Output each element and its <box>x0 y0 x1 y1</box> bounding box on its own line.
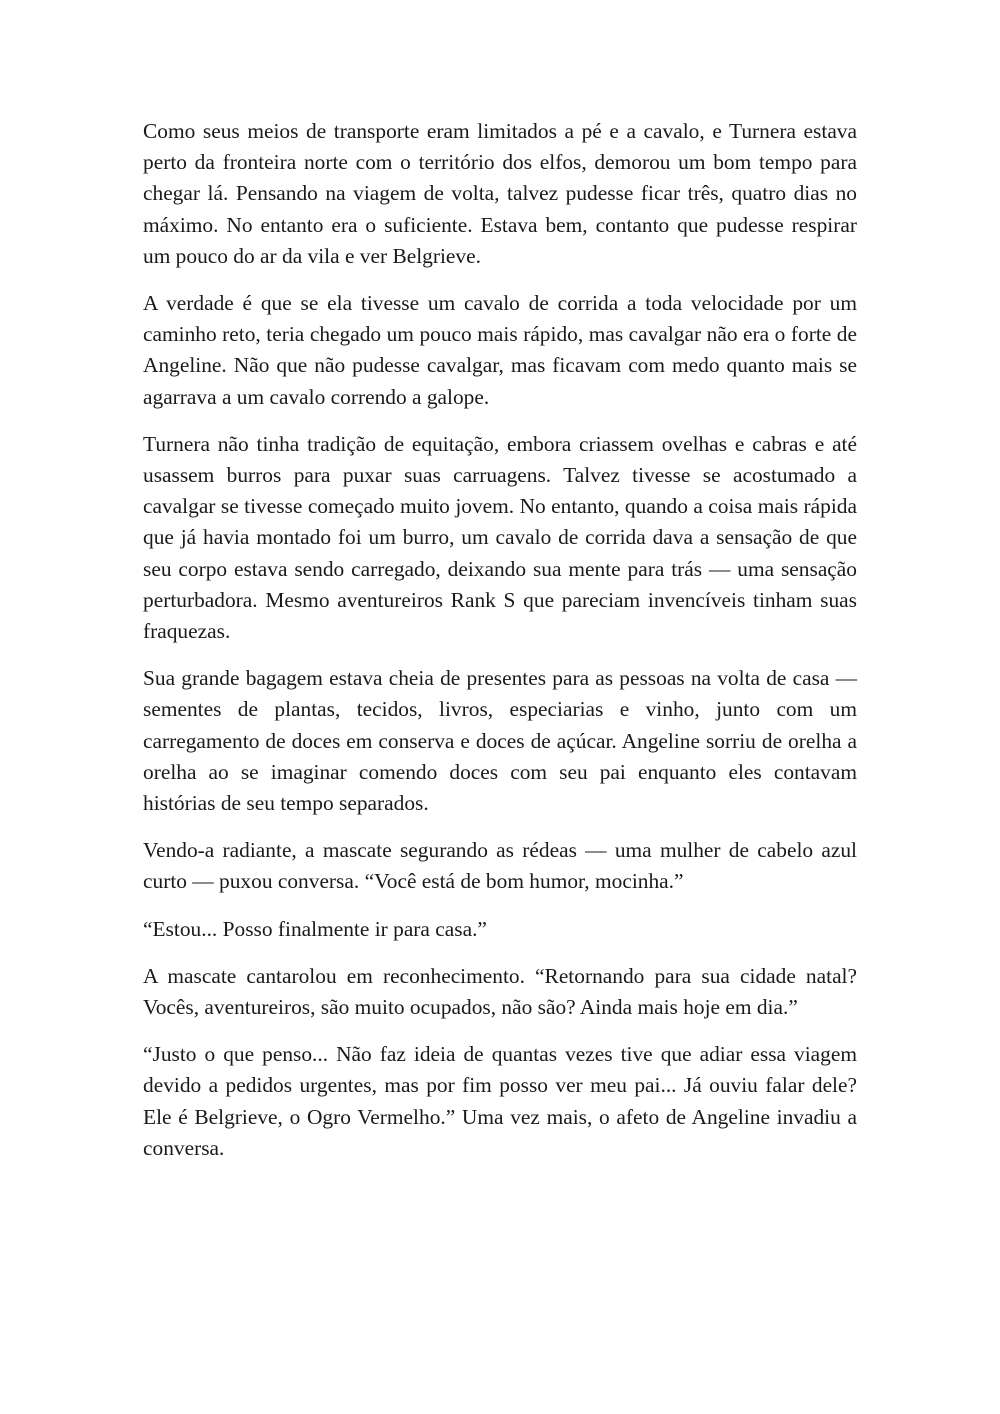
body-text <box>143 116 857 1180</box>
paragraph-7: A mascate cantarolou em reconhecimento. “Retornando para sua cidade natal? Vocês, aventureiros, são muito ocupados, não são? Ainda mais hoje em dia.” <box>143 963 857 1020</box>
paragraph-4: Sua grande bagagem estava cheia de presentes para as pessoas na volta de casa — sementes de plantas, tecidos, livros, especiarias e vinho, junto com um carregamento de doces em conserva e doces de açúcar. Angeline sorriu de orelha a orelha ao se imaginar comendo doces com seu pai enquanto eles contavam histórias de seu tempo separados. <box>143 666 857 816</box>
paragraph-5: Vendo-a radiante, a mascate segurando as rédeas — uma mulher de cabelo azul curto — puxou conversa. “Você está de bom humor, mocinha.” <box>143 838 857 894</box>
paragraph-3: Turnera não tinha tradição de equitação, embora criassem ovelhas e cabras e até usassem burros para puxar suas carruagens. Talvez tivesse se acostumado a cavalgar se tivesse começado muito jovem. No entanto, quando a coisa mais rápida que já havia montado foi um burro, um cavalo de corrida dava a sensação de que seu corpo estava sendo carregado, deixando sua mente para trás — uma sensação perturbadora. Mesmo aventureiros Rank S que pareciam invencíveis tinham suas fraquezas. <box>143 431 857 644</box>
paragraph-8: “Justo o que penso... Não faz ideia de quantas vezes tive que adiar essa viagem devido a pedidos urgentes, mas por fim posso ver meu pai... Já ouviu falar dele? Ele é Belgrieve, o Ogro Vermelho.” Uma vez mais, o afeto de Angeline invadiu a conversa. <box>143 1042 857 1160</box>
paragraph-6: “Estou... Posso finalmente ir para casa.” <box>143 916 487 941</box>
paragraph-2: A verdade é que se ela tivesse um cavalo de corrida a toda velocidade por um caminho reto, teria chegado um pouco mais rápido, mas cavalgar não era o forte de Angeline. Não que não pudesse cavalgar, mas ficavam com medo quanto mais se agarrava a um cavalo correndo a galope. <box>143 291 857 409</box>
paragraph-1: Como seus meios de transporte eram limitados a pé e a cavalo, e Turnera estava perto da fronteira norte com o território dos elfos, demorou um bom tempo para chegar lá. Pensando na viagem de volta, talvez pudesse ficar três, quatro dias no máximo. No entanto era o suficiente. Estava bem, contanto que pudesse respirar um pouco do ar da vila e ver Belgrieve. <box>143 119 857 268</box>
